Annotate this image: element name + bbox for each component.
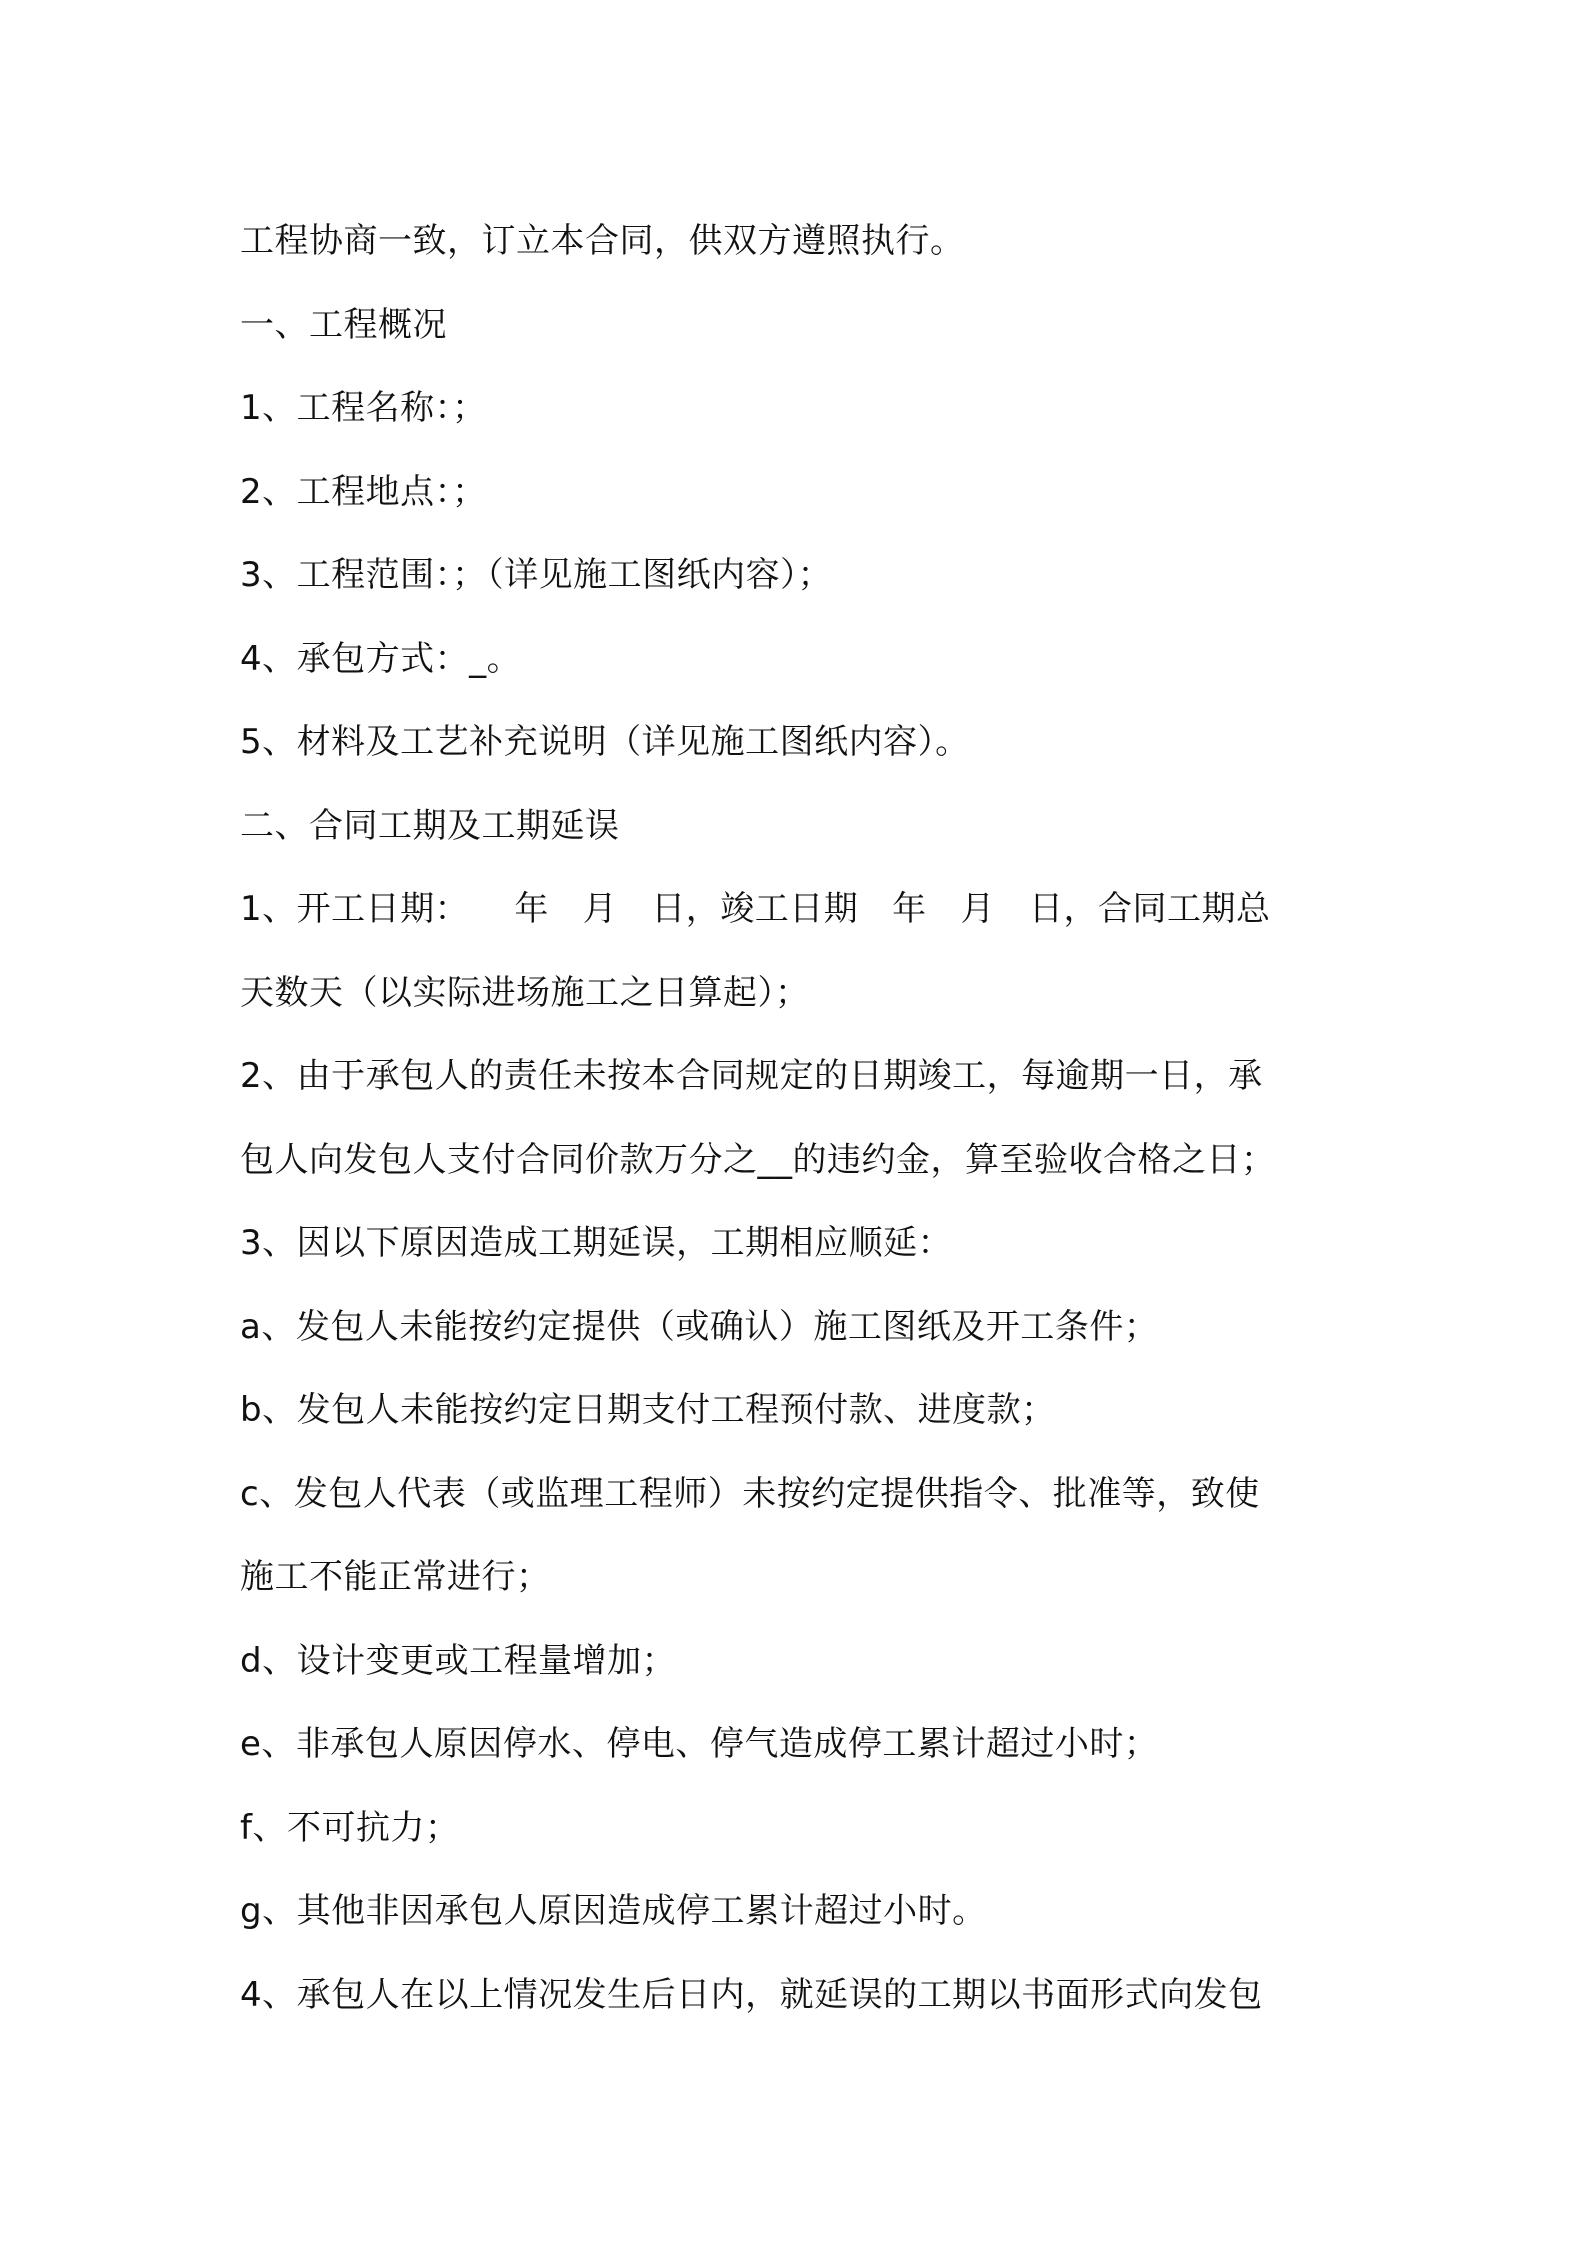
text-line: 2、工程地点：；	[240, 471, 487, 512]
text-line: e、非承包人原因停水、停电、停气造成停工累计超过小时；	[240, 1724, 1159, 1764]
text-line: 5、材料及工艺补充说明（详见施工图纸内容）。	[240, 722, 970, 762]
text-line: 2、由于承包人的责任未按本合同规定的日期竣工，每逾期一日，承	[240, 1056, 1263, 1096]
text-line: 1、开工日期： 年 月 日，竣工日期 年 月 日，合同工期总	[240, 889, 1271, 929]
text-line: a、发包人未能按约定提供（或确认）施工图纸及开工条件；	[240, 1306, 1159, 1347]
text-line: g、其他非因承包人原因造成停工累计超过小时。	[240, 1891, 987, 1931]
text-line: c、发包人代表（或监理工程师）未按约定提供指令、批准等，致使	[240, 1473, 1260, 1514]
section-heading: 二、合同工期及工期延误	[240, 805, 620, 846]
text-line: 包人向发包人支付合同价款万分之__的违约金，算至验收合格之日；	[240, 1139, 1276, 1180]
text-line: 1、工程名称：；	[240, 388, 487, 428]
text-line: 工程协商一致，订立本合同，供双方遵照执行。	[240, 221, 965, 261]
text-line: 天数天（以实际进场施工之日算起）；	[240, 972, 810, 1013]
text-line: d、设计变更或工程量增加；	[240, 1640, 677, 1681]
text-line: 4、承包人在以上情况发生后日内，就延误的工期以书面形式向发包	[240, 1974, 1263, 2015]
section-heading: 一、工程概况	[240, 304, 447, 345]
text-line: f、不可抗力；	[240, 1807, 460, 1848]
text-line: 4、承包方式：_。	[240, 638, 522, 679]
text-line: 3、工程范围：；（详见施工图纸内容）；	[240, 555, 833, 595]
text-line: b、发包人未能按约定日期支付工程预付款、进度款；	[240, 1390, 1056, 1430]
text-line: 施工不能正常进行；	[240, 1557, 551, 1597]
text-line: 3、因以下原因造成工期延误，工期相应顺延：	[240, 1223, 953, 1263]
document-body	[240, 200, 1360, 2037]
